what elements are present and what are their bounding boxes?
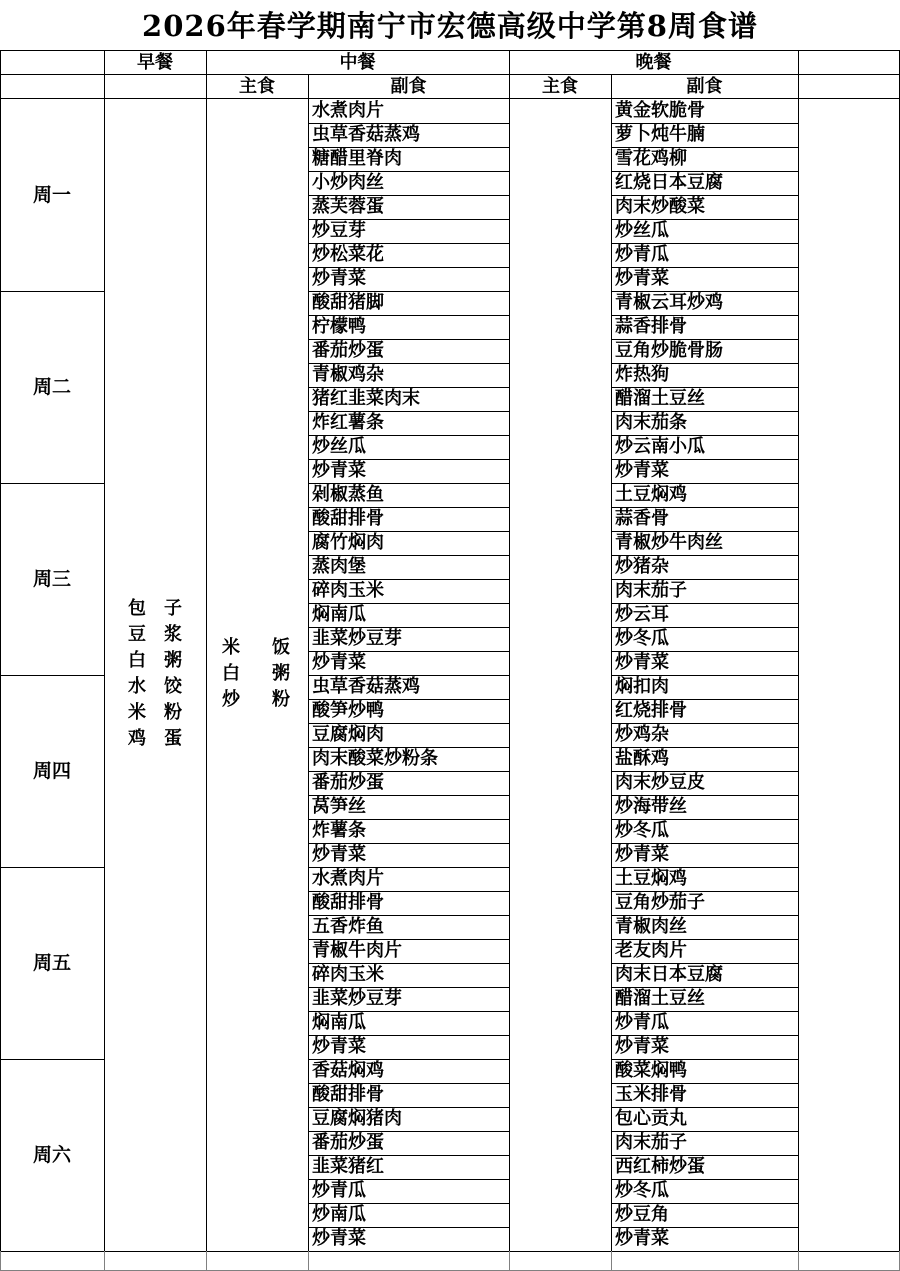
breakfast-item [128, 700, 182, 726]
lunch-staple-items [222, 635, 290, 713]
dinner-side-dish: 炒猪杂 [615, 556, 669, 577]
dinner-side-dish: 雪花鸡柳 [615, 148, 687, 169]
header-lunch-staple: 主食 [239, 76, 275, 97]
lunch-side-dish: 焖南瓜 [312, 604, 366, 625]
lunch-side-dish: 炸薯条 [312, 820, 366, 841]
lunch-side-dish: 酸甜排骨 [312, 892, 384, 913]
lunch-side-dish: 水煮肉片 [312, 868, 384, 889]
lunch-side-dish: 炒青菜 [312, 1036, 366, 1057]
grid-line [0, 291, 104, 292]
lunch-side-dish: 小炒肉丝 [312, 172, 384, 193]
grid-line [0, 867, 104, 868]
lunch-side-dish: 虫草香菇蒸鸡 [312, 124, 420, 145]
dinner-side-dish: 青椒肉丝 [615, 916, 687, 937]
lunch-side-dish: 番茄炒蛋 [312, 1132, 384, 1153]
lunch-side-dish: 酸笋炒鸭 [312, 700, 384, 721]
header-lunch-side: 副食 [390, 76, 427, 97]
lunch-side-dish: 青椒鸡杂 [312, 364, 384, 385]
dinner-side-dish: 青椒炒牛肉丝 [615, 532, 723, 553]
grid-line [611, 1251, 612, 1271]
grid-line [0, 1251, 1, 1271]
lunch-side-dish: 炒南瓜 [312, 1204, 366, 1225]
lunch-side-dish: 炒青菜 [312, 652, 366, 673]
dinner-side-dish: 蒜香排骨 [615, 316, 687, 337]
dinner-side-dish: 肉末茄子 [615, 1132, 687, 1153]
breakfast-item-char: 米 [128, 702, 146, 723]
lunch-side-dish: 腐竹焖肉 [312, 532, 384, 553]
dinner-side-dish: 炒丝瓜 [615, 220, 669, 241]
lunch-staple-item [222, 661, 290, 687]
dinner-side-dish: 豆角炒脆骨肠 [615, 340, 723, 361]
lunch-side-dish: 糖醋里脊肉 [312, 148, 402, 169]
dinner-side-dish: 肉末茄子 [615, 580, 687, 601]
grid-line [0, 98, 900, 99]
lunch-side-dish: 韭菜炒豆芽 [312, 988, 402, 1009]
breakfast-item [128, 596, 182, 622]
dinner-side-dish: 黄金软脆骨 [615, 100, 705, 121]
grid-line [798, 1251, 799, 1271]
lunch-side-dish: 豆腐焖肉 [312, 724, 384, 745]
breakfast-item-char: 白 [128, 650, 146, 671]
header-dinner-staple: 主食 [542, 76, 578, 97]
lunch-staple-item-char: 粥 [272, 663, 290, 684]
breakfast-item-char: 包 [128, 598, 146, 619]
lunch-side-dish: 莴笋丝 [312, 796, 366, 817]
lunch-staple-item-char: 粉 [272, 689, 290, 710]
breakfast-item-char: 饺 [164, 676, 182, 697]
dinner-side-dish: 老友肉片 [615, 940, 687, 961]
dinner-side-dish: 炒海带丝 [615, 796, 687, 817]
lunch-side-dish: 酸甜排骨 [312, 508, 384, 529]
lunch-side-dish: 蒸肉堡 [312, 556, 366, 577]
dinner-side-dish: 肉末茄条 [615, 412, 687, 433]
grid-line [0, 483, 104, 484]
lunch-side-dish: 韭菜猪红 [312, 1156, 384, 1177]
lunch-side-dish: 炒青菜 [312, 460, 366, 481]
dinner-side-dish: 炒青菜 [615, 1228, 669, 1249]
dinner-side-dish: 炒青菜 [615, 844, 669, 865]
lunch-side-dish: 青椒牛肉片 [312, 940, 402, 961]
breakfast-item [128, 674, 182, 700]
lunch-side-dish: 五香炸鱼 [312, 916, 384, 937]
dinner-side-dish: 土豆焖鸡 [615, 484, 687, 505]
breakfast-items [128, 596, 182, 752]
lunch-side-dish: 豆腐焖猪肉 [312, 1108, 402, 1129]
lunch-side-dish: 韭菜炒豆芽 [312, 628, 402, 649]
grid-line [0, 74, 900, 75]
dinner-side-dish: 土豆焖鸡 [615, 868, 687, 889]
lunch-side-dish: 焖南瓜 [312, 1012, 366, 1033]
lunch-side-dish: 炒豆芽 [312, 220, 366, 241]
grid-line [206, 50, 207, 1252]
header-dinner: 晚餐 [635, 52, 672, 73]
dinner-side-dish: 炒豆角 [615, 1204, 669, 1225]
dinner-side-dish: 西红柿炒蛋 [615, 1156, 705, 1177]
lunch-side-dish: 蒸芙蓉蛋 [312, 196, 384, 217]
dinner-side-dish: 焖扣肉 [615, 676, 669, 697]
lunch-side-dish: 碎肉玉米 [312, 580, 384, 601]
dinner-side-dish: 玉米排骨 [615, 1084, 687, 1105]
lunch-staple-item-char: 饭 [272, 637, 290, 658]
lunch-side-dish: 番茄炒蛋 [312, 772, 384, 793]
breakfast-item-char: 浆 [164, 624, 182, 645]
dinner-side-dish: 炒冬瓜 [615, 1180, 669, 1201]
header-dinner-side: 副食 [686, 76, 723, 97]
lunch-staple-item-char: 炒 [222, 689, 240, 710]
lunch-side-dish: 炒青菜 [312, 268, 366, 289]
grid-line [308, 74, 309, 1252]
day-label: 周五 [32, 952, 71, 974]
lunch-side-dish: 炒丝瓜 [312, 436, 366, 457]
header-lunch: 中餐 [339, 52, 376, 73]
breakfast-item [128, 622, 182, 648]
lunch-side-dish: 水煮肉片 [312, 100, 384, 121]
dinner-side-dish: 青椒云耳炒鸡 [615, 292, 723, 313]
dinner-side-dish: 红烧排骨 [615, 700, 687, 721]
grid-line [206, 1251, 207, 1271]
dinner-side-dish: 豆角炒茄子 [615, 892, 705, 913]
dinner-side-dish: 炒云耳 [615, 604, 669, 625]
lunch-side-dish: 香菇焖鸡 [312, 1060, 384, 1081]
grid-line [104, 50, 105, 1252]
lunch-side-dish: 碎肉玉米 [312, 964, 384, 985]
lunch-staple-item-char: 米 [222, 637, 240, 658]
dinner-side-dish: 炒青瓜 [615, 244, 669, 265]
lunch-side-dish: 酸甜排骨 [312, 1084, 384, 1105]
grid-line [611, 74, 612, 1252]
dinner-side-dish: 炒青菜 [615, 268, 669, 289]
dinner-side-dish: 红烧日本豆腐 [615, 172, 723, 193]
lunch-side-dish: 番茄炒蛋 [312, 340, 384, 361]
breakfast-item-char: 子 [164, 598, 182, 619]
grid-line [0, 1251, 900, 1252]
dinner-side-dish: 炒冬瓜 [615, 628, 669, 649]
breakfast-item-char: 水 [128, 676, 146, 697]
grid-line [104, 1251, 105, 1271]
day-label: 周四 [32, 760, 71, 782]
grid-line [0, 50, 1, 1252]
day-label: 周三 [32, 568, 71, 590]
breakfast-item-char: 粉 [164, 702, 182, 723]
dinner-side-dish: 蒜香骨 [615, 508, 669, 529]
dinner-side-dish: 醋溜土豆丝 [615, 388, 705, 409]
lunch-side-dish: 柠檬鸭 [312, 316, 366, 337]
dinner-side-dish: 炒冬瓜 [615, 820, 669, 841]
dinner-side-dish: 炒青菜 [615, 1036, 669, 1057]
grid-line [509, 1251, 510, 1271]
dinner-side-dish: 炒青菜 [615, 460, 669, 481]
lunch-staple-item [222, 687, 290, 713]
dinner-side-dish: 醋溜土豆丝 [615, 988, 705, 1009]
lunch-side-dish: 剁椒蒸鱼 [312, 484, 384, 505]
lunch-side-dish: 炒青菜 [312, 844, 366, 865]
dinner-side-dish: 肉末炒豆皮 [615, 772, 705, 793]
breakfast-item-char: 粥 [164, 650, 182, 671]
lunch-side-dish: 猪红韭菜肉末 [312, 388, 420, 409]
dinner-side-dish: 肉末炒酸菜 [615, 196, 705, 217]
breakfast-item-char: 鸡 [128, 728, 146, 749]
dinner-side-dish: 包心贡丸 [615, 1108, 687, 1129]
day-label: 周一 [32, 184, 71, 206]
breakfast-item [128, 648, 182, 674]
dinner-side-dish: 炸热狗 [615, 364, 669, 385]
grid-line [798, 50, 799, 1252]
lunch-side-dish: 炒松菜花 [312, 244, 384, 265]
breakfast-item-char: 蛋 [164, 728, 182, 749]
lunch-side-dish: 酸甜猪脚 [312, 292, 384, 313]
grid-line [0, 1059, 104, 1060]
grid-line [509, 50, 510, 1252]
lunch-side-dish: 炒青瓜 [312, 1180, 366, 1201]
menu-title: 2026年春学期南宁市宏德高级中学第8周食谱 [142, 9, 758, 43]
lunch-staple-item [222, 635, 290, 661]
dinner-side-dish: 酸菜焖鸭 [615, 1060, 687, 1081]
day-label: 周六 [32, 1144, 71, 1166]
dinner-side-dish: 肉末日本豆腐 [615, 964, 723, 985]
dinner-side-dish: 萝卜炖牛腩 [615, 124, 705, 145]
grid-line [0, 675, 104, 676]
lunch-side-dish: 炒青菜 [312, 1228, 366, 1249]
lunch-side-dish: 炸红薯条 [312, 412, 384, 433]
dinner-side-dish: 炒云南小瓜 [615, 436, 705, 457]
lunch-side-dish: 虫草香菇蒸鸡 [312, 676, 420, 697]
dinner-side-dish: 炒青菜 [615, 652, 669, 673]
dinner-side-dish: 炒青瓜 [615, 1012, 669, 1033]
lunch-staple-item-char: 白 [222, 663, 240, 684]
dinner-side-dish: 炒鸡杂 [615, 724, 669, 745]
breakfast-item-char: 豆 [128, 624, 146, 645]
breakfast-item [128, 726, 182, 752]
header-breakfast: 早餐 [137, 52, 173, 73]
day-label: 周二 [32, 376, 71, 398]
grid-line [308, 1251, 309, 1271]
dinner-side-dish: 盐酥鸡 [615, 748, 669, 769]
grid-line [0, 50, 900, 51]
lunch-side-dish: 肉末酸菜炒粉条 [312, 748, 438, 769]
